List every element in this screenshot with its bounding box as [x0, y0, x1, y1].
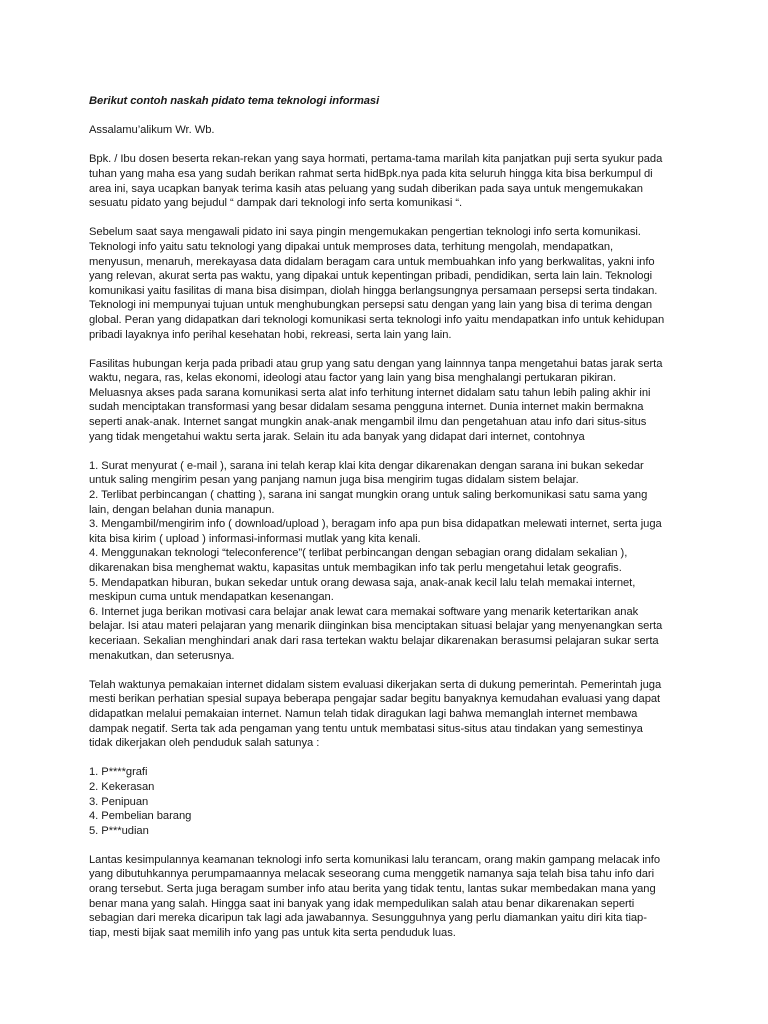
- paragraph-opening: [89, 152, 689, 210]
- text-line: Fasilitas hubungan kerja pada pribadi atau grup yang satu dengan yang lainnnya tanpa mengetahui batas jarak serta: [89, 357, 663, 370]
- list-item: 5. P***udian: [89, 824, 149, 837]
- document-title: Berikut contoh naskah pidato tema teknologi informasi: [89, 95, 380, 107]
- text-line: 5. Mendapatkan hiburan, bukan sekedar untuk orang dewasa saja, anak-anak kecil lalu telah memakai internet,: [89, 576, 636, 589]
- text-line: mesti berikan perhatian spesial supaya beberapa pengajar sadar begitu banyaknya kemudahan evaluasi yang dapat: [89, 693, 661, 706]
- text-line: seperti anak-anak. Internet sangat mungkin anak-anak mengambil ilmu dan pengetahuan atau info dari situs-situs: [89, 416, 647, 429]
- list-item: 3. Penipuan: [89, 795, 149, 808]
- text-line: yang relevan, akurat serta pas waktu, yang dipakai untuk kepentingan pribadi, pendidikan, serta lain lain. Teknologi: [89, 270, 653, 283]
- text-line: menakutkan, dan seterusnya.: [89, 649, 235, 662]
- text-line: lain, dengan belahan dunia manapun.: [89, 503, 275, 516]
- paragraph-definition: [89, 225, 689, 342]
- document-page: [89, 94, 689, 955]
- text-line: pribadi layaknya info perihal kesehatan hobi, rekreasi, serta lain yang lain.: [89, 328, 452, 341]
- text-line: waktu, negara, ras, kelas ekonomi, ideologi atau factor yang lain yang bisa menghalangi pertukaran pikiran.: [89, 372, 616, 385]
- text-line: untuk saling mengirim pesan yang panjang namun juga bisa mengirim tugas didalam sistem belajar.: [89, 474, 579, 487]
- text-line: tuhan yang maha esa yang sudah berikan rahmat serta hidBpk.nya pada kita seluruh hingga kita bisa berkumpul di: [89, 167, 653, 180]
- greeting: Assalamu’alikum Wr. Wb.: [89, 124, 215, 137]
- text-line: 3. Mengambil/mengirim info ( download/upload ), beragam info apa pun bisa didapatkan melewati internet, serta juga: [89, 518, 662, 531]
- text-line: yang dibutuhkannya perumpamaannya melacak seseorang cuma menggetik namanya saja telah bisa tahu info dari: [89, 868, 655, 881]
- text-line: Teknologi info yaitu satu teknologi yang dipakai untuk memproses data, terhitung mengolah, mendapatkan,: [89, 240, 614, 253]
- paragraph-conclusion: [89, 853, 689, 941]
- text-line: yang tidak mengetahui waktu serta jarak. Selain itu ada banyak yang didapat dari internet, contohnya: [89, 430, 585, 443]
- text-line: Bpk. / Ibu dosen beserta rekan-rekan yang saya hormati, pertama-tama marilah kita panjatkan puji serta syukur pada: [89, 153, 663, 166]
- text-line: Meluasnya akses pada sarana komunikasi serta alat info terhitung internet didalam satu tahun lebih paling akhir ini: [89, 386, 651, 399]
- text-line: belajar. Isi atau materi pelajaran yang menarik diinginkan bisa menciptakan situasi belajar yang menyenangkan serta: [89, 620, 663, 633]
- text-line: Teknologi ini mempunyai tujuan untuk menghubungkan persepsi satu dengan yang lain yang bisa di terima dengan: [89, 299, 653, 312]
- text-line: meskipun cuma untuk mendapatkan kesenangan.: [89, 591, 334, 604]
- text-line: dikarenakan bisa menghemat waktu, kapasitas untuk membagikan info tak perlu mengetahui letak geografis.: [89, 562, 622, 574]
- text-line: sudah menciptakan transformasi yang besar didalam sesama pengguna internet. Dunia internet makin bermakna: [89, 401, 644, 414]
- text-line: Sebelum saat saya mengawali pidato ini saya pingin mengemukakan pengertian teknologi info serta komunikasi.: [89, 226, 641, 239]
- text-line: tiap, mesti bijak saat memilih info yang pas untuk kita serta penduduk luas.: [89, 926, 456, 939]
- text-line: komunikasi yaitu fasilitas di mana bisa disimpan, diolah hingga berlangsungnya persamaan persepsi serta tindakan.: [89, 284, 658, 297]
- text-line: keceriaan. Sekalian menghindari anak dari rasa tertekan waktu belajar dikarenakan berasumsi pelajaran sukar serta: [89, 634, 659, 647]
- list-item: 1. P****grafi: [89, 766, 148, 779]
- text-line: 2. Terlibat perbincangan ( chatting ), sarana ini sangat mungkin orang untuk saling berkomunikasi satu sama yang: [89, 489, 648, 502]
- text-line: Lantas kesimpulannya keamanan teknologi info serta komunikasi lalu terancam, orang makin gampang melacak info: [89, 853, 661, 866]
- text-line: Telah waktunya pemakaian internet didalam sistem evaluasi dikerjakan serta di dukung pemerintah. Pemerintah juga: [89, 678, 662, 691]
- text-line: menyusun, menaruh, merekayasa data didalam beragam cara untuk membuahkan info yang berkwalitas, yakni info: [89, 255, 655, 268]
- text-line: orang tersebut. Serta juga beragam sumber info atau berita yang tidak tentu, lantas sukar membedakan mana yang: [89, 883, 656, 896]
- text-line: 1. Surat menyurat ( e-mail ), sarana ini telah kerap klai kita dengar dikarenakan dengan sarana ini bukan sekedar: [89, 459, 644, 472]
- text-line: kita bisa kirim ( upload ) informasi-informasi mutlak yang kita kenali.: [89, 532, 421, 545]
- paragraph-internet-benefits: [89, 459, 689, 663]
- text-line: dampak negatif. Serta tak ada pengaman yang tentu untuk membatasi situs-situs atau tindakan yang semestinya: [89, 722, 643, 735]
- text-line: didapatkan melalui pemakaian internet. Namun telah tidak diragukan lagi bahwa memanglah internet membawa: [89, 707, 638, 720]
- text-line: tidak dikerjakan oleh penduduk salah satunya :: [89, 737, 320, 750]
- text-line: 6. Internet juga berikan motivasi cara belajar anak lewat cara memakai software yang menarik ketertarikan anak: [89, 605, 639, 618]
- paragraph-government: [89, 678, 689, 751]
- text-line: benar mana yang salah. Hingga saat ini banyak yang idak mempedulikan salah atau benar dikarenakan seperti: [89, 897, 635, 910]
- text-line: global. Peran yang didapatkan dari teknologi komunikasi serta teknologi info yaitu mendapatkan info untuk kehidupan: [89, 313, 665, 326]
- text-line: 4. Menggunakan teknologi “teleconference”( terlibat perbincangan dengan sebagian orang didalam sekalian ),: [89, 547, 628, 560]
- list-item: 2. Kekerasan: [89, 780, 155, 793]
- text-line: sebagian dari mereka dicaripun tak lagi ada jawabannya. Sesungguhnya yang perlu diamankan yaitu diri kita tiap-: [89, 912, 647, 925]
- text-line: sesuatu pidato yang bejudul “ dampak dari teknologi info serta komunikasi “.: [89, 197, 463, 210]
- text-line: area ini, saya ucapkan banyak terima kasih atas peluang yang sudah diberikan pada saya untuk mengemukakan: [89, 182, 643, 195]
- list-item: 4. Pembelian barang: [89, 810, 192, 823]
- paragraph-facilities: [89, 357, 689, 445]
- negative-impacts-list: [89, 765, 689, 838]
